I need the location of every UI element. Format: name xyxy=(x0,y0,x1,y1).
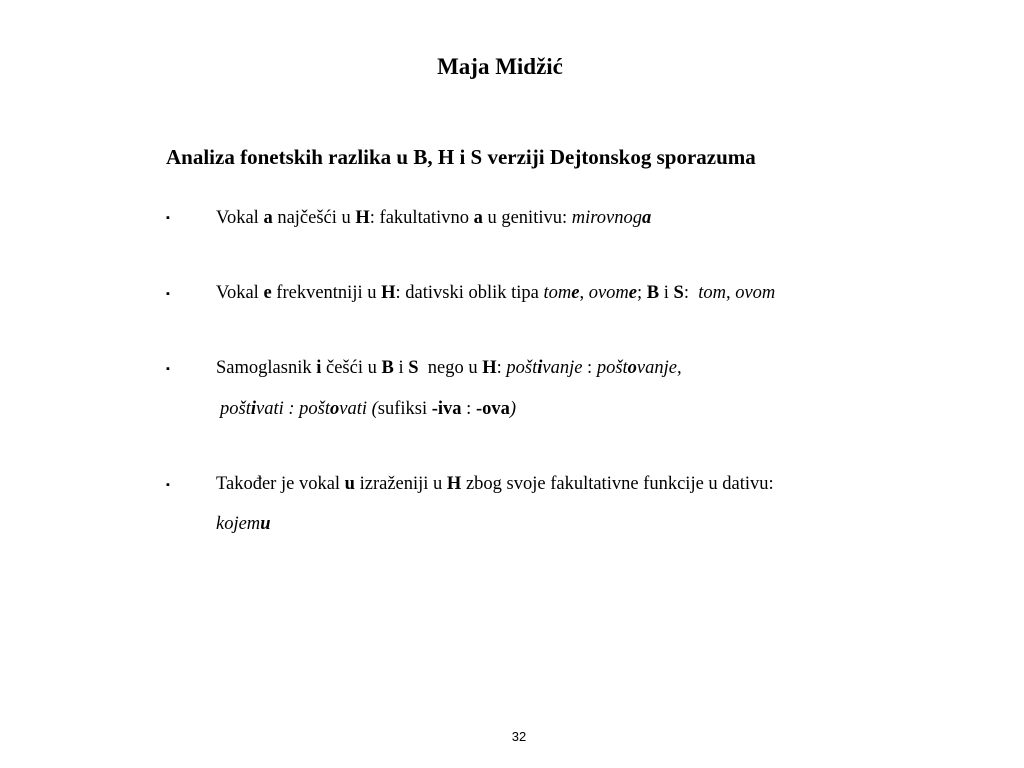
text-run: : dativski oblik tipa xyxy=(395,283,544,303)
text-run: B xyxy=(381,358,394,378)
text-run: kojem xyxy=(216,514,261,534)
text-run: u xyxy=(260,514,271,534)
text-run: -iva xyxy=(431,399,462,419)
text-run: : xyxy=(496,358,507,378)
text-run: u genitivu: xyxy=(482,208,572,228)
bullet-3-line-2 xyxy=(220,398,516,420)
text-run: i xyxy=(537,358,543,378)
text-run: : xyxy=(461,399,476,419)
text-run: pošt xyxy=(596,358,628,378)
text-run: o xyxy=(329,399,340,419)
bullet-2-line-1 xyxy=(216,282,775,304)
text-run: a xyxy=(263,208,273,228)
text-run: H xyxy=(355,208,370,228)
text-run: vanje xyxy=(542,358,583,378)
text-run: e xyxy=(571,283,580,303)
text-run: češći u xyxy=(321,358,382,378)
text-run: -ova xyxy=(475,399,510,419)
slide-heading: Analiza fonetskih razlika u B, H i S verziji Dejtonskog sporazuma xyxy=(166,145,756,169)
text-run: tom xyxy=(543,283,572,303)
text-run: , xyxy=(579,283,589,303)
text-run: S xyxy=(673,283,684,303)
text-run: pošt xyxy=(506,358,538,378)
text-run: zbog svoje fakultativne funkcije u dativu: xyxy=(461,474,774,494)
text-run: a xyxy=(473,208,483,228)
bullet-marker: ▪ xyxy=(166,479,170,491)
text-run: H xyxy=(482,358,497,378)
text-run: B xyxy=(646,283,660,303)
text-run: i xyxy=(316,358,322,378)
text-run: H xyxy=(446,474,462,494)
bullet-marker: ▪ xyxy=(166,212,170,224)
text-run: vati : pošt xyxy=(255,399,330,419)
text-run: e xyxy=(628,283,638,303)
text-run: pošt xyxy=(220,399,251,419)
text-run: Također je vokal xyxy=(216,474,345,494)
text-run: , xyxy=(725,283,736,303)
text-run: frekventniji u xyxy=(271,283,382,303)
text-run: Vokal xyxy=(216,208,264,228)
text-run: ovom xyxy=(588,283,629,303)
bullet-marker: ▪ xyxy=(166,363,170,375)
text-run: vati ( xyxy=(339,399,378,419)
text-run: ) xyxy=(509,399,517,419)
bullet-4-line-1 xyxy=(216,473,774,495)
page-number: 32 xyxy=(511,729,527,744)
bullet-4-line-2 xyxy=(216,513,270,535)
text-run: tom xyxy=(698,283,726,303)
text-run: i xyxy=(393,358,409,378)
text-run: sufiksi xyxy=(377,399,432,419)
author-name: Maja Midžić xyxy=(437,54,563,79)
text-run: nego u xyxy=(418,358,483,378)
text-run: a xyxy=(641,208,652,228)
bullet-3-line-1 xyxy=(216,357,682,379)
text-run: : xyxy=(582,358,597,378)
text-run: i xyxy=(250,399,256,419)
bullet-marker: ▪ xyxy=(166,288,170,300)
text-run: ovom xyxy=(735,283,776,303)
text-run: Samoglasnik xyxy=(216,358,317,378)
text-run: o xyxy=(627,358,637,378)
text-run: u xyxy=(344,474,355,494)
text-run: H xyxy=(381,283,396,303)
text-run: i xyxy=(659,283,674,303)
text-run: vanje, xyxy=(636,358,682,378)
bullet-1-line-1 xyxy=(216,207,651,229)
text-run: : xyxy=(683,283,699,303)
text-run: : fakultativno xyxy=(369,208,474,228)
text-run: mirovnog xyxy=(571,208,642,228)
text-run: e xyxy=(263,283,272,303)
text-run: Vokal xyxy=(216,283,264,303)
text-run: najčešći u xyxy=(272,208,356,228)
text-run: izraženiji u xyxy=(354,474,447,494)
text-run: ; xyxy=(637,283,647,303)
text-run: S xyxy=(408,358,419,378)
